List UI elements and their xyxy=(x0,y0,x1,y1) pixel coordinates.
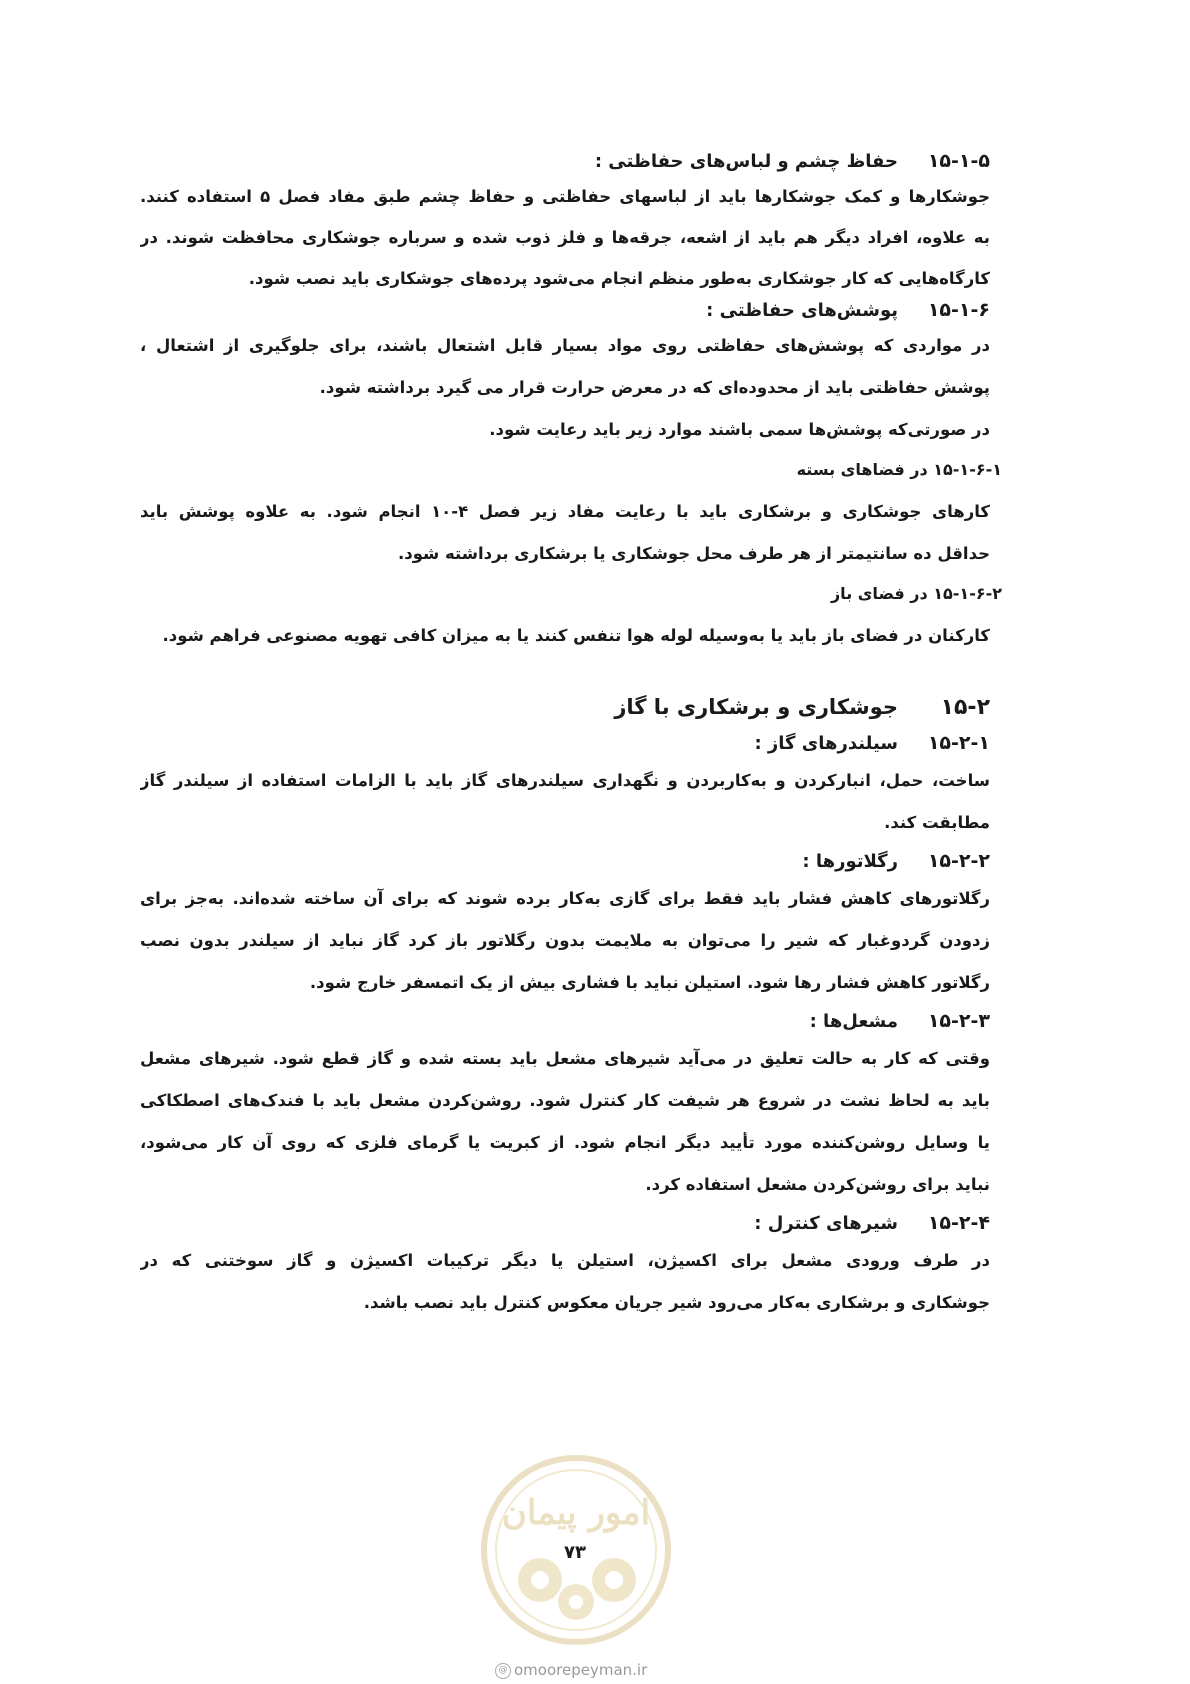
svg-text:امور پیمان: امور پیمان xyxy=(501,1493,651,1533)
paragraph-line: جوشکاری و برشکاری به‌کار می‌رود شیر جریان معکوس کنترل باید نصب باشد. xyxy=(363,1293,990,1312)
paragraph-line: در طرف ورودی مشعل برای اکسیژن، استیلن یا دیگر ترکیبات اکسیژن و گاز سوختنی که در xyxy=(140,1251,990,1270)
paragraph-line: به علاوه، افراد دیگر هم باید از اشعه، جرقه‌ها و فلز ذوب شده و سرباره جوشکاری محافظت شوند. در xyxy=(140,228,990,247)
globe-icon: @ xyxy=(495,1663,511,1679)
section-title: مشعل‌ها : xyxy=(809,1011,898,1032)
paragraph-line: ساخت، حمل، انبارکردن و به‌کاربردن و نگهداری سیلندرهای گاز باید با الزامات استفاده از سیلندر گاز xyxy=(140,771,990,790)
paragraph-line: رگلاتور کاهش فشار رها شود. استیلن نباید با فشاری بیش از یک اتمسفر خارج شود. xyxy=(309,973,990,992)
paragraph-line: زدودن گردوغبار که شیر را می‌توان به ملایمت بدون رگلاتور باز کرد گاز نباید از سیلندر بدون نصب xyxy=(140,931,990,950)
section-number: ۱۵-۲-۲ xyxy=(927,850,990,872)
paragraph-line: در صورتی‌که پوشش‌ها سمی باشند موارد زیر باید رعایت شود. xyxy=(489,420,990,439)
paragraph-line: کارگاه‌هایی که کار جوشکاری به‌طور منظم انجام می‌شود پرده‌های جوشکاری باید نصب شود. xyxy=(248,269,990,288)
chapter-title: جوشکاری و برشکاری با گاز xyxy=(614,695,898,719)
subsection-heading-15-1-6-2: ۱۵-۱-۶-۲ در فضای باز xyxy=(830,584,1002,603)
section-heading-15-2-3 xyxy=(140,1010,990,1032)
section-number: ۱۵-۲-۱ xyxy=(927,732,990,754)
section-title: رگلاتورها : xyxy=(802,851,898,872)
section-heading-15-2-2 xyxy=(140,850,990,872)
section-title: حفاظ چشم و لباس‌های حفاظتی : xyxy=(594,151,898,172)
paragraph-line: حداقل ده سانتیمتر از هر طرف محل جوشکاری یا برشکاری برداشته شود. xyxy=(397,544,990,563)
chapter-number: ۱۵-۲ xyxy=(940,695,990,720)
chapter-heading-15-2 xyxy=(140,695,990,720)
section-title: شیرهای کنترل : xyxy=(754,1213,898,1234)
page-number: ۷۳ xyxy=(564,1542,586,1563)
paragraph-line: وقتی که کار به حالت تعلیق در می‌آید شیرهای مشعل باید بسته شده و گاز قطع شود. شیرهای مشعل xyxy=(140,1049,990,1068)
paragraph-line: جوشکارها و کمک جوشکارها باید از لباسهای حفاظتی و حفاظ چشم طبق مفاد فصل ۵ استفاده کنند. xyxy=(140,187,990,206)
section-heading-15-1-5 xyxy=(140,150,990,172)
section-number: ۱۵-۱-۶ xyxy=(927,299,990,321)
website-watermark xyxy=(495,1661,647,1679)
website-url: omoorepeyman.ir xyxy=(514,1661,648,1679)
section-number: ۱۵-۲-۴ xyxy=(927,1212,990,1234)
paragraph-line: مطابقت کند. xyxy=(884,813,990,832)
section-number: ۱۵-۱-۵ xyxy=(927,150,990,172)
paragraph-line: پوشش حفاظتی باید از محدوده‌ای که در معرض حرارت قرار می گیرد برداشته شود. xyxy=(319,378,990,397)
paragraph-line: در مواردی که پوشش‌های حفاظتی روی مواد بسیار قابل اشتعال باشند، برای جلوگیری از اشتعال ، xyxy=(140,336,990,355)
section-heading-15-2-4 xyxy=(140,1212,990,1234)
paragraph-line: یا وسایل روشن‌کننده مورد تأیید دیگر انجام شود. از کبریت یا گرمای فلزی که روی آن کار می‌شود، xyxy=(140,1133,990,1152)
section-heading-15-2-1 xyxy=(140,732,990,754)
section-title: پوشش‌های حفاظتی : xyxy=(706,300,898,321)
paragraph-line: کارکنان در فضای باز باید یا به‌وسیله لوله هوا تنفس کنند یا به میزان کافی تهویه مصنوعی فراهم شود. xyxy=(162,626,990,645)
paragraph-line: نباید برای روشن‌کردن مشعل استفاده کرد. xyxy=(645,1175,990,1194)
section-number: ۱۵-۲-۳ xyxy=(927,1010,990,1032)
paragraph-line: باید به لحاظ نشت در شروع هر شیفت کار کنترل شود. روشن‌کردن مشعل باید با فندک‌های اصطکاکی xyxy=(140,1091,990,1110)
page-body xyxy=(140,150,1002,1314)
section-title: سیلندرهای گاز : xyxy=(754,733,898,754)
paragraph-line: کارهای جوشکاری و برشکاری باید با رعایت مفاد زیر فصل ۴-۱۰ انجام شود. به علاوه پوشش باید xyxy=(140,502,990,521)
paragraph-line: رگلاتورهای کاهش فشار باید فقط برای گازی به‌کار برده شوند که برای آن ساخته شده‌اند. به‌جز برای xyxy=(140,889,990,908)
subsection-heading-15-1-6-1: ۱۵-۱-۶-۱ در فضاهای بسته xyxy=(796,460,1002,479)
section-heading-15-1-6 xyxy=(140,299,990,321)
